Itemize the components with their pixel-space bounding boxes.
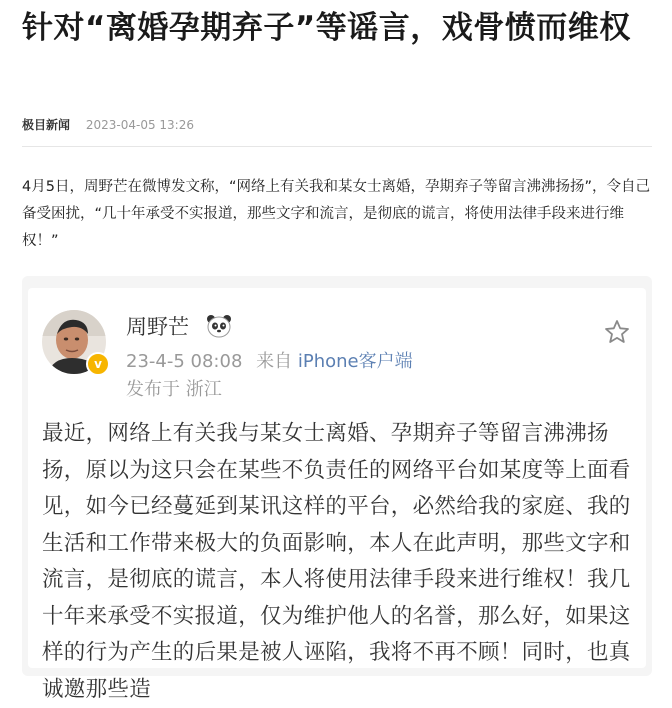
post-body: 最近，网络上有关我与某女士离婚、孕期弃子等留言沸沸扬扬，原以为这只会在某些不负责任的网络平台如某度等上面看见，如今已经蔓延到某讯这样的平台，必然给我的家庭、我的生活和工作带来极大的负面影响，本人在此声明，那些文字和流言，是彻底的谎言，本人将使用法律手段来进行维权！我几十年来承受不实报道，仅为维护他人的名誉，那么好，如果这样的行为产生的后果是被人诬陷，我将不再不顾！同时，也真诚邀那些造 bbox=[42, 421, 631, 702]
weibo-username[interactable]: 周野芒 bbox=[126, 315, 189, 339]
article-source[interactable]: 极目新闻 bbox=[22, 118, 71, 132]
article-time: 2023-04-05 13:26 bbox=[85, 118, 194, 132]
article-meta bbox=[22, 116, 194, 134]
post-from-label: 来自 bbox=[256, 351, 293, 372]
divider bbox=[22, 146, 652, 147]
verified-badge-icon: v bbox=[86, 352, 110, 376]
article-lead: 4月5日，周野芒在微博发文称，“网络上有关我和某女士离婚，孕期弃子等留言沸沸扬扬”，令自己备受困扰，“几十年承受不实报道，那些文字和流言，是彻底的谎言，将使用法律手段来进行维权！” bbox=[22, 179, 650, 249]
panda-emoji-icon bbox=[206, 314, 232, 338]
favorite-star-icon[interactable] bbox=[603, 318, 631, 346]
article-headline: 针对“离婚孕期弃子”等谣言，戏骨愤而维权 bbox=[22, 10, 631, 46]
post-date: 23-4-5 08:08 bbox=[126, 351, 243, 372]
post-meta bbox=[126, 349, 413, 375]
post-device-link[interactable]: iPhone客户端 bbox=[297, 351, 413, 372]
post-location: 发布于 浙江 bbox=[126, 379, 222, 400]
